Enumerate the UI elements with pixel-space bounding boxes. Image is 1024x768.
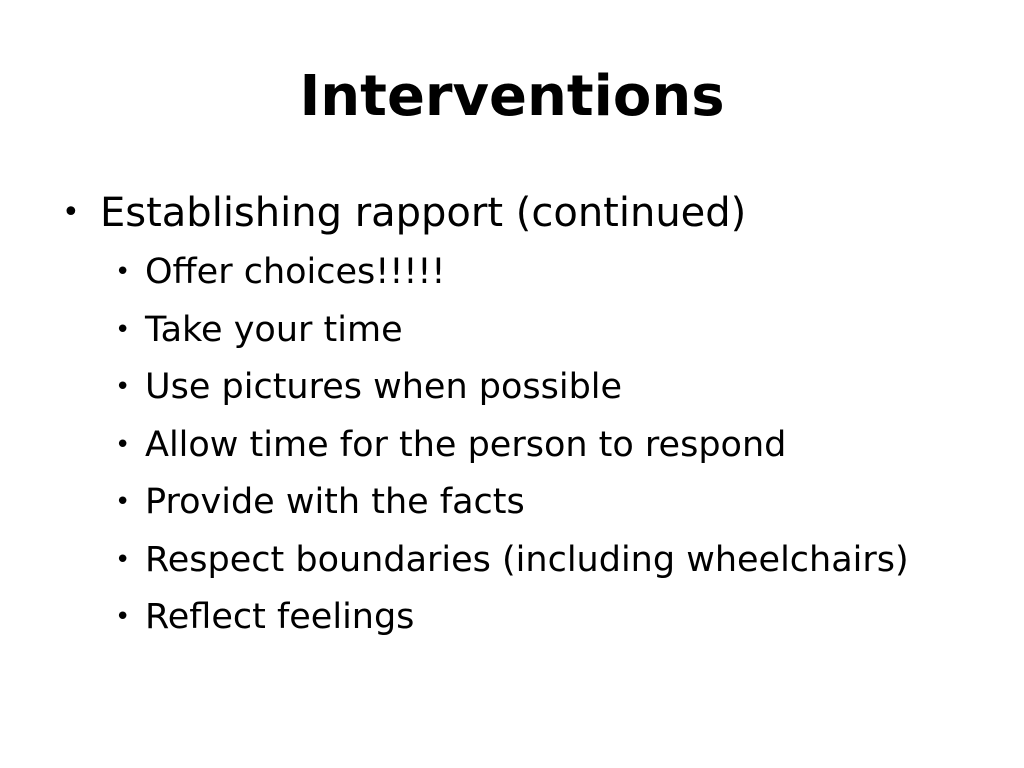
slide-title: Interventions [299,64,725,129]
sub-bullet-text: Reflect feelings [145,597,415,637]
sub-bullet-text: Provide with the facts [145,482,525,522]
sub-bullet-text: Offer choices!!!!! [145,252,446,292]
bullet-icon: • [115,314,131,345]
bullet-icon: • [115,257,131,287]
bullet-icon: • [115,429,131,460]
sub-bullet-text: Take your time [145,309,403,350]
bullet-icon: • [115,602,131,632]
bullet-icon: • [115,487,131,517]
sub-bullet-text: Use pictures when possible [145,367,623,407]
bullet-icon: • [115,372,131,402]
sub-bullet-text: Allow time for the person to respond [145,424,787,465]
main-bullet-text: Establishing rapport (continued) [100,190,747,236]
sub-bullet-text: Respect boundaries (including wheelchairs) [145,539,909,580]
bullet-icon: • [62,195,80,230]
bullet-icon: • [115,544,131,575]
